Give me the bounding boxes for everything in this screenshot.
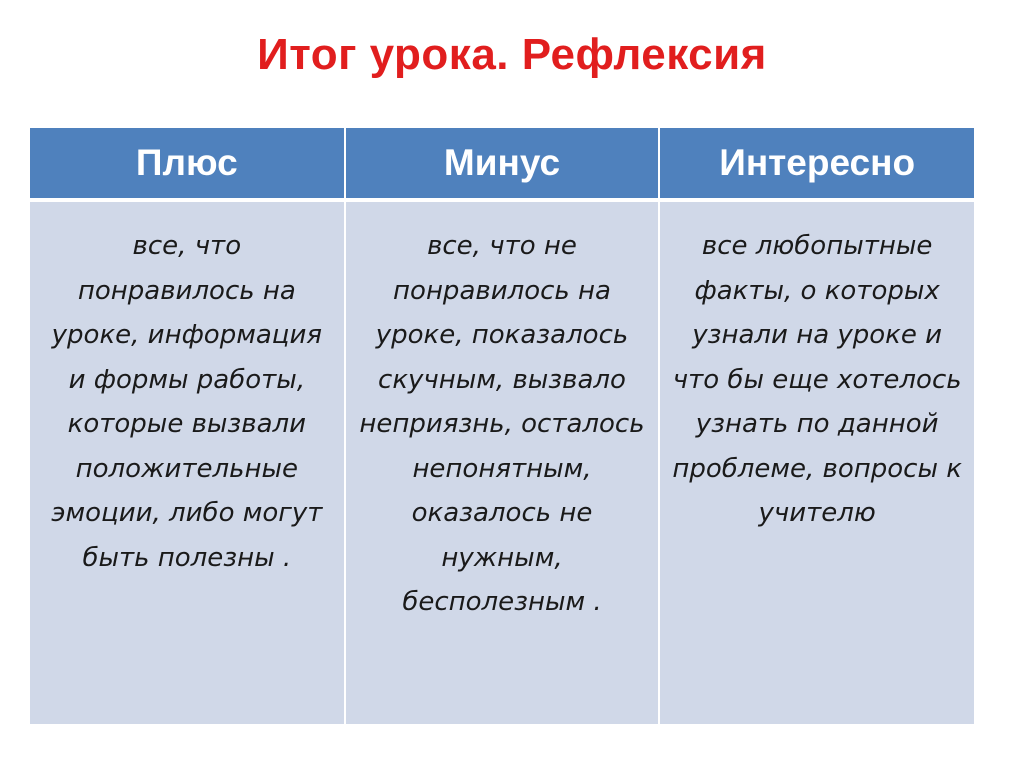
column-header-minus: Минус (345, 127, 660, 200)
cell-interesting: все любопытные факты, о которых узнали на уроке и что бы еще хотелось узнать по данной проблеме, вопросы к учителю (659, 200, 974, 725)
column-header-plus: Плюс (30, 127, 345, 200)
reflection-table (30, 126, 974, 726)
table-row (30, 200, 974, 725)
cell-plus: все, что понравилось на уроке, информация и формы работы, которые вызвали положительные эмоции, либо могут быть полезны . (30, 200, 345, 725)
cell-minus: все, что не понравилось на уроке, показалось скучным, вызвало неприязнь, осталось непонятным, оказалось не нужным, бесполезным . (345, 200, 660, 725)
column-header-interesting: Интересно (659, 127, 974, 200)
slide-title: Итог урока. Рефлексия (257, 30, 767, 79)
table-header-row (30, 127, 974, 200)
